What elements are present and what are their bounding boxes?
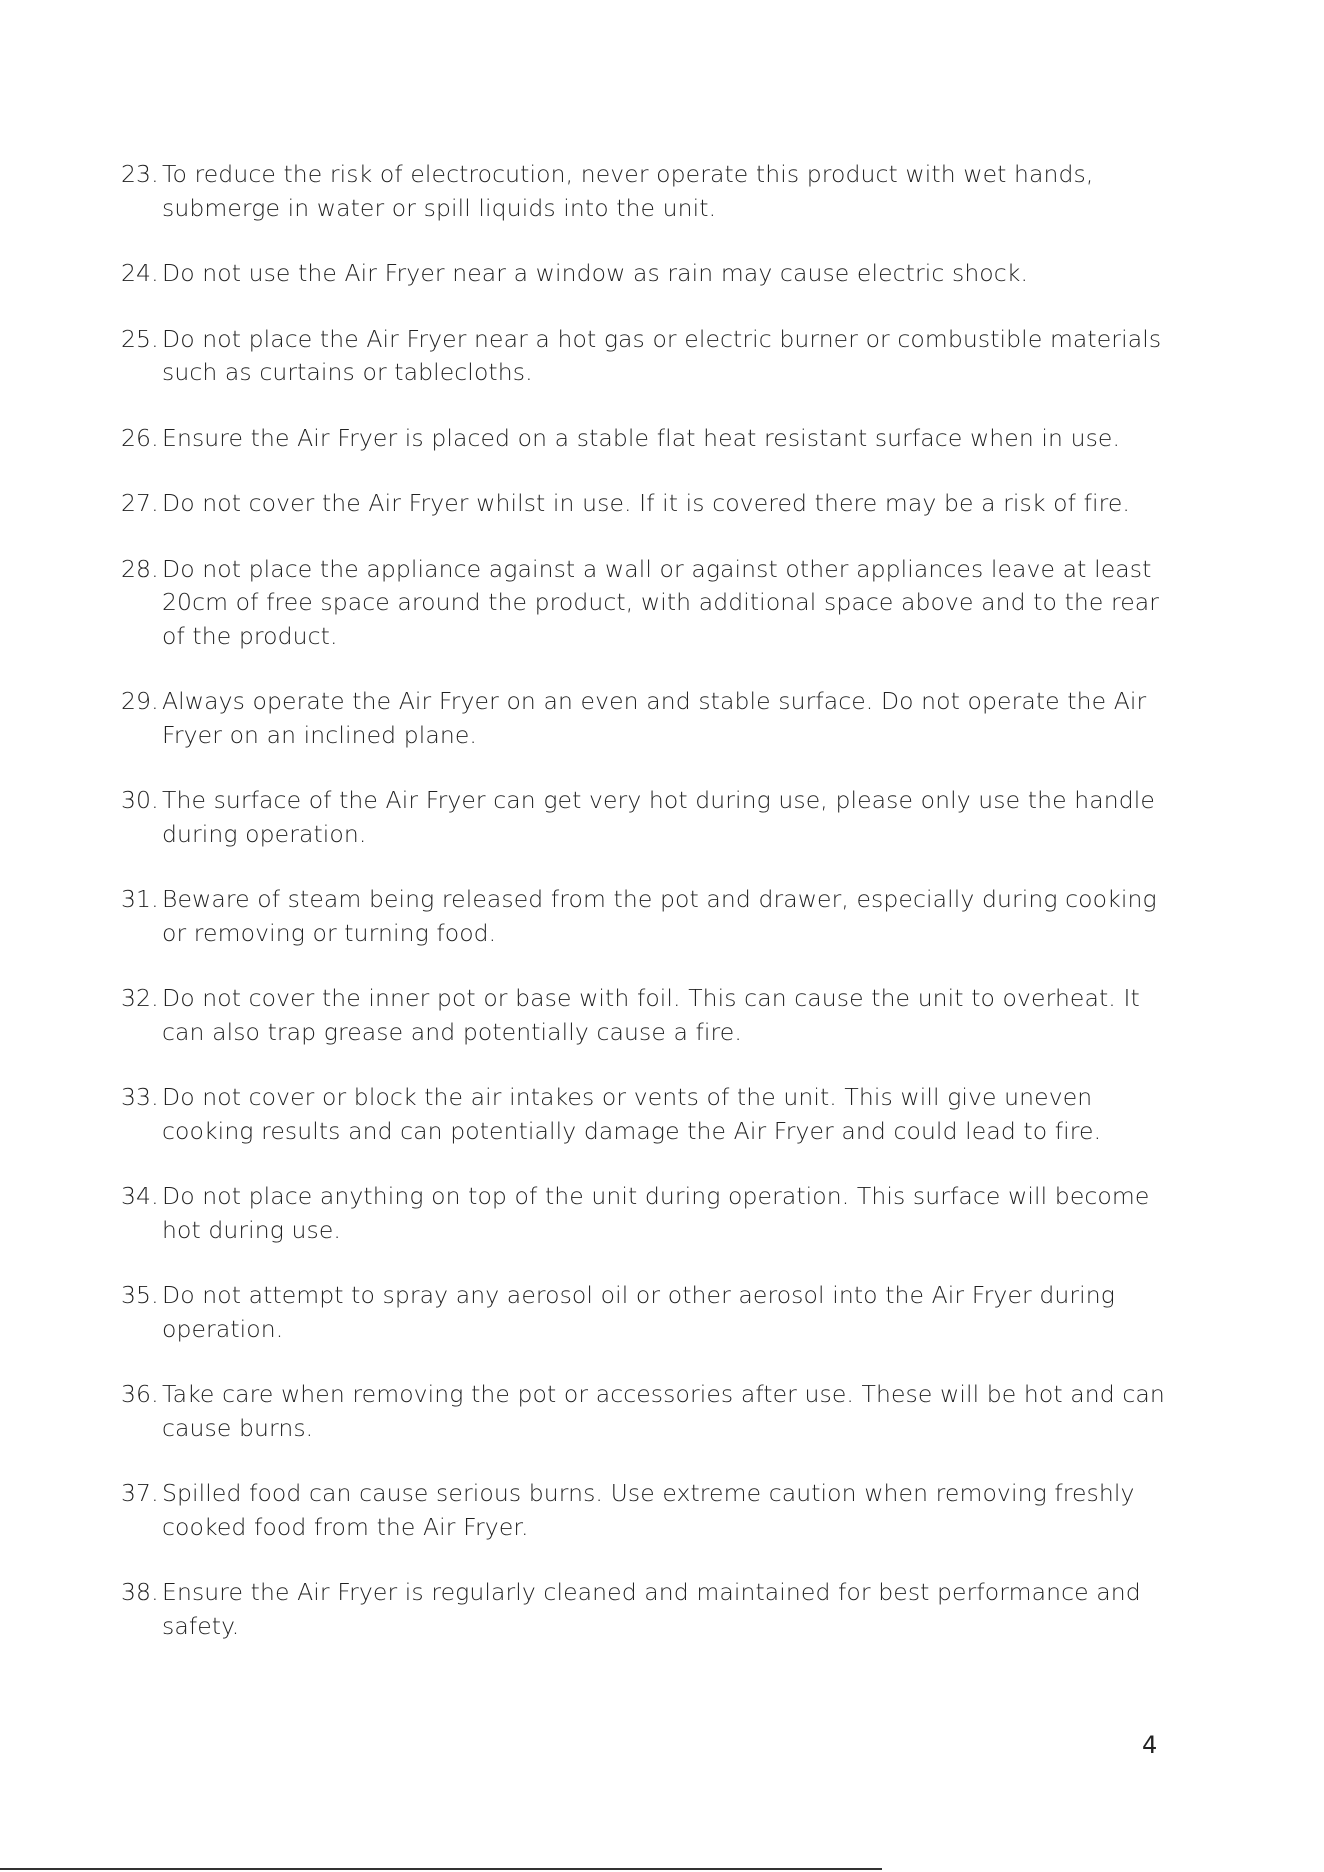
list-item: [121, 1279, 1181, 1346]
item-text: Do not place the appliance against a wall or against other appliances leave at least 20cm of free space around the product, with additional space above and to the rear of the product.: [162, 554, 1160, 650]
item-number: 24.: [121, 259, 159, 287]
item-text: Do not cover the Air Fryer whilst in use. If it is covered there may be a risk of fire.: [162, 489, 1130, 517]
item-number: 29.: [121, 687, 159, 715]
item-number: 36.: [121, 1380, 159, 1408]
item-text: Do not use the Air Fryer near a window as rain may cause electric shock.: [162, 259, 1029, 287]
item-text: Take care when removing the pot or accessories after use. These will be hot and can cause burns.: [162, 1380, 1165, 1442]
item-text: Ensure the Air Fryer is placed on a stable flat heat resistant surface when in use.: [162, 423, 1121, 452]
item-text: Do not place anything on top of the unit during operation. This surface will become hot during use.: [162, 1182, 1150, 1244]
item-number: 31.: [121, 885, 159, 913]
list-item: [121, 553, 1181, 654]
item-text: Do not attempt to spray any aerosol oil or other aerosol into the Air Fryer during operation.: [162, 1281, 1115, 1343]
item-text: Ensure the Air Fryer is regularly cleaned and maintained for best performance and safety.: [162, 1578, 1141, 1640]
item-number: 30.: [121, 786, 159, 814]
item-number: 26.: [121, 423, 159, 452]
item-text: Beware of steam being released from the pot and drawer, especially during cooking or removing or turning food.: [162, 885, 1157, 947]
item-text: Spilled food can cause serious burns. Use extreme caution when removing freshly cooked food from the Air Fryer.: [162, 1479, 1135, 1541]
list-item: [121, 883, 1181, 950]
list-item: [121, 1081, 1181, 1148]
list-item: [121, 1180, 1181, 1247]
item-number: 37.: [121, 1479, 159, 1507]
item-number: 28.: [121, 554, 159, 583]
item-number: 33.: [121, 1083, 159, 1111]
item-number: 34.: [121, 1182, 159, 1210]
item-text: Do not cover or block the air intakes or vents of the unit. This will give uneven cooking results and can potentially damage the Air Fryer and could lead to fire.: [162, 1083, 1102, 1145]
list-item: [121, 323, 1181, 390]
page-number: 4: [1142, 1731, 1158, 1759]
item-text: To reduce the risk of electrocution, never operate this product with wet hands, submerge in water or spill liquids into the unit.: [162, 160, 1094, 222]
item-number: 38.: [121, 1578, 159, 1606]
item-text: Do not place the Air Fryer near a hot gas or electric burner or combustible materials such as curtains or tablecloths.: [162, 324, 1162, 386]
safety-instructions-list: [121, 158, 1181, 1675]
list-item: [121, 257, 1181, 291]
list-item: [121, 1477, 1181, 1544]
list-item: [121, 1576, 1181, 1643]
list-item: [121, 784, 1181, 851]
item-number: 32.: [121, 984, 159, 1012]
item-text: Do not cover the inner pot or base with foil. This can cause the unit to overheat. It can also trap grease and potentially cause a fire.: [162, 984, 1140, 1046]
list-item: [121, 982, 1181, 1049]
list-item: [121, 158, 1181, 225]
list-item: [121, 1378, 1181, 1445]
item-text: Always operate the Air Fryer on an even and stable surface. Do not operate the Air Fryer on an inclined plane.: [162, 687, 1147, 749]
item-number: 23.: [121, 160, 159, 188]
list-item: [121, 685, 1181, 752]
item-text: The surface of the Air Fryer can get very hot during use, please only use the handle during operation.: [162, 786, 1155, 848]
list-item: [121, 422, 1181, 456]
item-number: 35.: [121, 1281, 159, 1309]
item-number: 25.: [121, 324, 159, 353]
bottom-divider: [0, 1868, 882, 1870]
item-number: 27.: [121, 489, 159, 517]
list-item: [121, 487, 1181, 521]
